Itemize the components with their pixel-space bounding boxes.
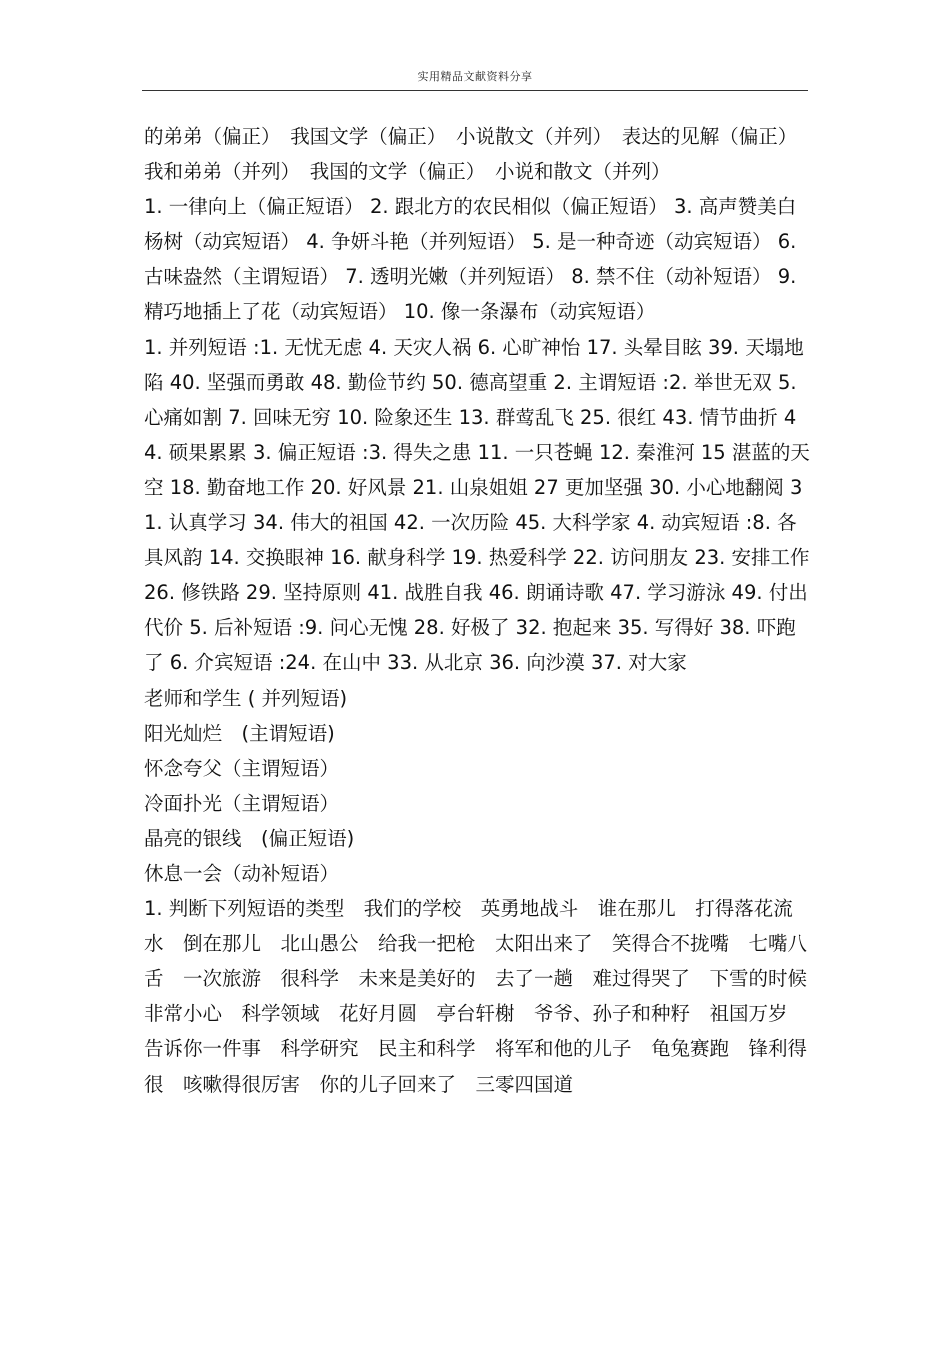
page-header: 实用精品文献资料分享: [417, 70, 533, 83]
document-body: [144, 119, 827, 1102]
paragraph-judge-exercise: 1. 判断下列短语的类型 我们的学校 英勇地战斗 谁在那儿 打得落花流水 倒在那儿 北山愚公 给我一把枪 太阳出来了 笑得合不拢嘴 七嘴八舌 一次旅游 很科学 未来是美好的 去了一趟 难过得哭了 下雪的时候 非常小心 科学领域 花好月圆 亭台轩榭 爷爷、孙子和种籽 祖国万岁 告诉你一件事 科学研究 民主和科学 将军和他的儿子 龟兔赛跑 锋利得很 咳嗽得很厉害 你的儿子回来了 三零四国道: [144, 897, 827, 1096]
paragraph-phrase-types-1: 1. 一律向上（偏正短语） 2. 跟北方的农民相似（偏正短语） 3. 高声赞美白杨树（动宾短语） 4. 争妍斗艳（并列短语） 5. 是一种奇迹（动宾短语） 6. 古味盎然（主谓短语） 7. 透明光嫩（并列短语） 8. 禁不住（动补短语） 9. 精巧地插上了花（动宾短语） 10. 像一条瀑布（动宾短语）: [144, 195, 797, 324]
line-rest: 休息一会（动补短语）: [144, 861, 340, 885]
line-teacher-student: 老师和学生 ( 并列短语): [144, 686, 348, 710]
line-cold-face: 冷面扑光（主谓短语）: [144, 791, 340, 815]
paragraph-phrase-classification: 1. 并列短语 :1. 无忧无虑 4. 天灾人祸 6. 心旷神怡 17. 头晕目眩 39. 天塌地陷 40. 坚强而勇敢 48. 勤俭节约 50. 德高望重 2. 主谓短语 :2. 举世无双 5. 心痛如割 7. 回味无穷 10. 险象还生 13. 群莺乱飞 25. 很红 43. 情节曲折 44. 硕果累累 3. 偏正短语 :3. 得失之患 11. 一只苍蝇 12. 秦淮河 15 湛蓝的天空 18. 勤奋地工作 20. 好风景 21. 山泉姐姐 27 更加坚强 30. 小心地翻阅 31. 认真学习 34. 伟大的祖国 42. 一次历险 45. 大科学家 4. 动宾短语 :8. 各具风韵 14. 交换眼神 16. 献身科学 19. 热爱科学 22. 访问朋友 23. 安排工作 26. 修铁路 29. 坚持原则 41. 战胜自我 46. 朗诵诗歌 47. 学习游泳 49. 付出代价 5. 后补短语 :9. 问心无愧 28. 好极了 32. 抱起来 35. 写得好 38. 吓跑了 6. 介宾短语 :24. 在山中 33. 从北京 36. 向沙漠 37. 对大家: [144, 335, 810, 675]
line-kuafu: 怀念夸父（主谓短语）: [144, 756, 340, 780]
paragraph-phrase-pairs: 的弟弟（偏正） 我国文学（偏正） 小说散文（并列） 表达的见解（偏正） 我和弟弟（并列） 我国的文学（偏正） 小说和散文（并列）: [144, 125, 808, 184]
line-sunshine: 阳光灿烂 (主谓短语): [144, 721, 335, 745]
header-divider: [142, 90, 808, 91]
line-silver-thread: 晶亮的银线 (偏正短语): [144, 826, 355, 850]
